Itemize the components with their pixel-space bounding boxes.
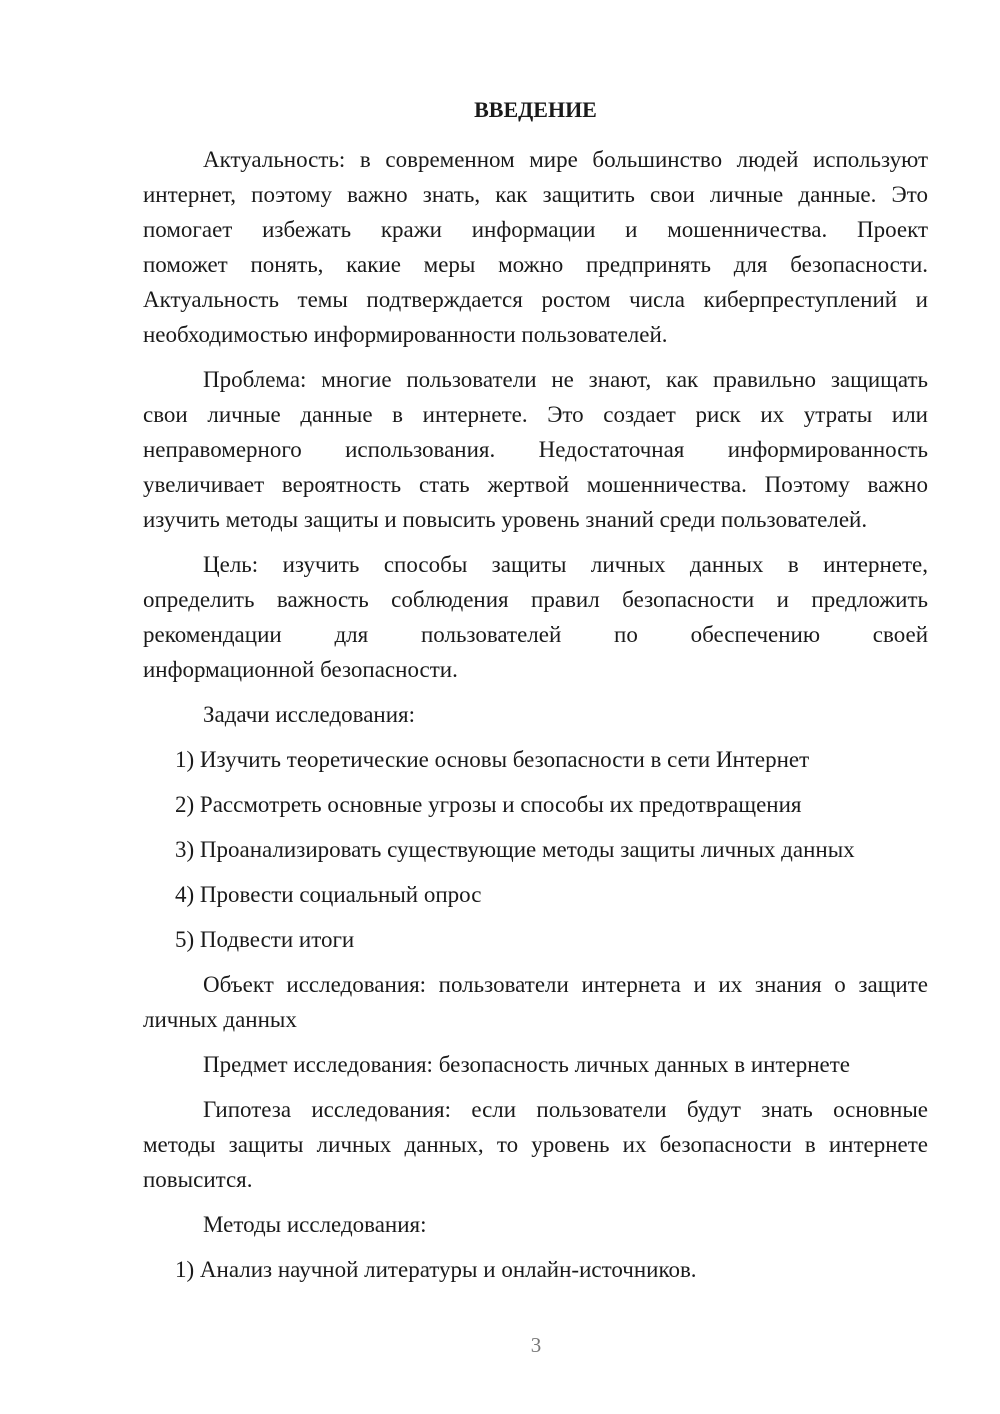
text-line: рекомендации для пользователей по обеспечению своей — [143, 622, 928, 647]
paragraph — [143, 1092, 928, 1197]
list-item: 2) Рассмотреть основные угрозы и способы их предотвращения — [175, 792, 802, 817]
text-line: информационной безопасности. — [143, 657, 458, 682]
intro-paragraphs — [143, 142, 928, 732]
section-title: ВВЕДЕНИЕ — [474, 97, 597, 122]
paragraph — [143, 1207, 928, 1242]
text-line: помогает избежать кражи информации и мошенничества. Проект — [143, 217, 928, 242]
text-line: необходимостью информированности пользователей. — [143, 322, 668, 347]
text-line: Проблема: многие пользователи не знают, как правильно защищать — [203, 367, 928, 392]
text-line: Предмет исследования: безопасность личных данных в интернете — [203, 1052, 850, 1077]
list-item: 1) Изучить теоретические основы безопасности в сети Интернет — [175, 747, 810, 772]
list-item: 3) Проанализировать существующие методы защиты личных данных — [175, 837, 855, 862]
list-item: 5) Подвести итоги — [175, 927, 355, 952]
paragraph — [143, 1047, 928, 1082]
tasks-list — [143, 742, 928, 957]
text-line: изучить методы защиты и повысить уровень знаний среди пользователей. — [143, 507, 868, 532]
paragraph — [143, 142, 928, 352]
text-line: поможет понять, какие меры можно предпринять для безопасности. — [143, 252, 928, 277]
text-line: Объект исследования: пользователи интернета и их знания о защите — [203, 972, 928, 997]
paragraph — [143, 362, 928, 537]
list-item: 1) Анализ научной литературы и онлайн-источников. — [175, 1257, 697, 1282]
paragraph — [143, 697, 928, 732]
text-line: повысится. — [143, 1167, 253, 1192]
text-line: неправомерного использования. Недостаточная информированность — [143, 437, 928, 462]
text-line: Задачи исследования: — [203, 702, 416, 727]
page-number: 3 — [530, 1333, 542, 1357]
paragraph — [143, 967, 928, 1037]
text-line: увеличивает вероятность стать жертвой мошенничества. Поэтому важно — [143, 472, 928, 497]
document-page — [143, 92, 928, 1297]
text-line: личных данных — [143, 1007, 297, 1032]
text-line: методы защиты личных данных, то уровень их безопасности в интернете — [143, 1132, 928, 1157]
text-line: Актуальность темы подтверждается ростом числа киберпреступлений и — [143, 287, 928, 312]
list-item: 4) Провести социальный опрос — [175, 882, 482, 907]
text-line: Актуальность: в современном мире большинство людей используют — [203, 147, 928, 172]
research-paragraphs — [143, 967, 928, 1242]
text-line: определить важность соблюдения правил безопасности и предложить — [143, 587, 928, 612]
text-line: Цель: изучить способы защиты личных данных в интернете, — [203, 552, 928, 577]
text-line: Методы исследования: — [203, 1212, 427, 1237]
methods-list — [143, 1252, 928, 1287]
paragraph — [143, 547, 928, 687]
text-line: Гипотеза исследования: если пользователи будут знать основные — [203, 1097, 928, 1122]
text-line: интернет, поэтому важно знать, как защитить свои личные данные. Это — [143, 182, 928, 207]
text-line: свои личные данные в интернете. Это создает риск их утраты или — [143, 402, 928, 427]
